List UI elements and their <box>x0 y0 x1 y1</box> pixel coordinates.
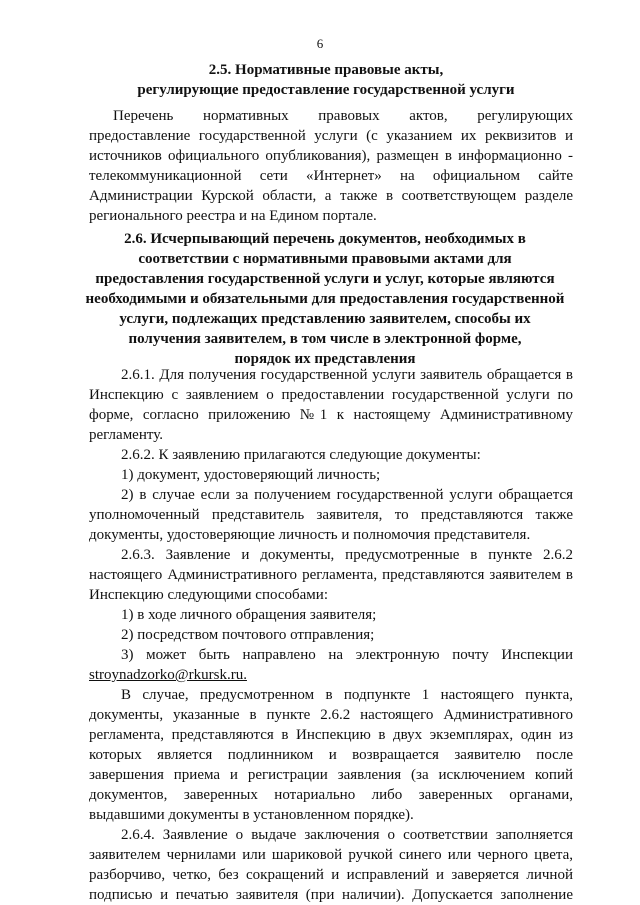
body-line: 2) посредством почтового отправления; <box>121 627 375 643</box>
body-line: 1) в ходе личного обращения заявителя; <box>121 607 377 623</box>
body-line: выдавшими документы в установленном порядке). <box>89 807 414 823</box>
body-line: 2) в случае если за получением государственной услуги обращается <box>121 487 573 503</box>
section-2-6-title-line: получения заявителем, в том числе в электронной форме, <box>128 331 522 347</box>
body-line: 2.6.2. К заявлению прилагаются следующие документы: <box>121 447 481 463</box>
email-link[interactable]: stroynadzorko@rkursk.ru. <box>89 667 247 683</box>
section-2-6-title-line: 2.6. Исчерпывающий перечень документов, необходимых в <box>124 231 526 247</box>
body-line: Инспекцию с заявлением о предоставлении государственной услуги по <box>89 387 573 403</box>
body-line: 3) может быть направлено на электронную почту Инспекции <box>121 647 573 663</box>
section-2-5-title-line: регулирующие предоставление государственной услуги <box>137 82 515 98</box>
body-line: Инспекцию следующими способами: <box>89 587 328 603</box>
body-line: регламенту. <box>89 427 163 443</box>
section-2-6-title-line: услуги, подлежащих представлению заявителем, способы их <box>119 311 531 327</box>
body-line: 2.6.4. Заявление о выдаче заключения о соответствии заполняется <box>121 827 573 843</box>
body-line: форме, согласно приложению №1 к настоящему Административному <box>89 407 573 423</box>
section-2-6-title-line: необходимыми и обязательными для предоставления государственной <box>85 291 565 307</box>
body-line: завершения приема и регистрации заявления (за исключением копий <box>89 767 573 783</box>
body-line: 1) документ, удостоверяющий личность; <box>121 467 381 483</box>
section-2-6-title <box>80 229 570 369</box>
body-line: телекоммуникационной сети «Интернет» на официальном сайте <box>89 168 573 184</box>
section-2-5-title <box>96 60 556 100</box>
body-line: источников официального опубликования), размещен в информационно - <box>89 148 573 164</box>
body-line: регламента, представляются в Инспекцию в двух экземплярах, один из <box>89 727 573 743</box>
body-line: подписью и печатью заявителя (при наличии). Допускается заполнение <box>89 887 573 903</box>
section-2-6-body <box>89 365 573 905</box>
section-2-6-title-line: предоставления государственной услуги и услуг, которые являются <box>95 271 555 287</box>
body-line: Администрации Курской области, а также в соответствующем разделе <box>89 188 573 204</box>
page-number: 6 <box>316 36 324 51</box>
body-line: документы, указанные в пункте 2.6.2 настоящего Административного <box>89 707 573 723</box>
section-2-6-title-line: соответствии с нормативными правовыми актами для <box>138 251 512 267</box>
section-2-6-title-line: порядок их представления <box>234 351 416 367</box>
body-line: В случае, предусмотренном в подпункте 1 настоящего пункта, <box>121 687 573 703</box>
body-line: документы, удостоверяющие личность и полномочия представителя. <box>89 527 531 543</box>
body-line: 2.6.1. Для получения государственной услуги заявитель обращается в <box>121 367 573 383</box>
body-line: Перечень нормативных правовых актов, регулирующих <box>113 108 573 124</box>
section-2-5-body <box>89 106 573 226</box>
body-line: предоставление государственной услуги (с указанием их реквизитов и <box>89 128 573 144</box>
body-line: уполномоченный представитель заявителя, то представляются также <box>89 507 573 523</box>
body-line: документов, заверенных нотариально либо заверенных органами, <box>89 787 573 803</box>
body-line: которых является подлинником и возвращается заявителю после <box>89 747 573 763</box>
body-line: настоящего Административного регламента, представляются заявителем в <box>89 567 573 583</box>
body-line: разборчиво, четко, без сокращений и исправлений и заверяется личной <box>89 867 573 883</box>
body-line: 2.6.3. Заявление и документы, предусмотренные в пункте 2.6.2 <box>121 547 573 563</box>
section-2-5-title-line: 2.5. Нормативные правовые акты, <box>208 62 444 78</box>
body-line: заявителем чернилами или шариковой ручкой синего или черного цвета, <box>89 847 573 863</box>
body-line: регионального реестра и на Едином портале. <box>89 208 377 224</box>
